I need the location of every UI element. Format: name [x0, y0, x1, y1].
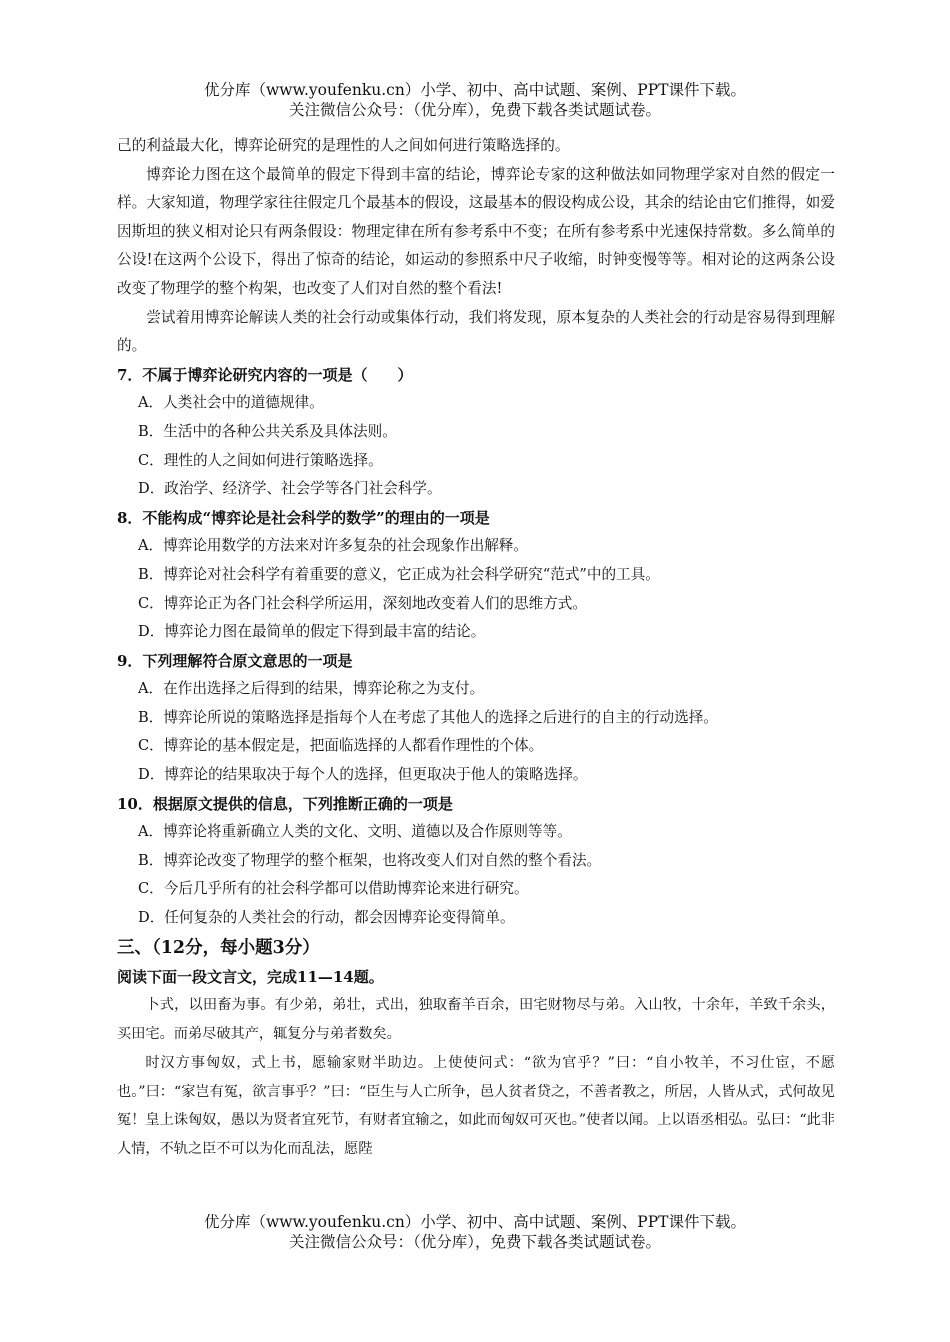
question-10: [117, 790, 835, 933]
option-b: B．博弈论所说的策略选择是指每个人在考虑了其他人的选择之后进行的自主的行动选择。: [138, 708, 718, 726]
option-c: C．理性的人之间如何进行策略选择。: [138, 451, 383, 469]
option-a: A．在作出选择之后得到的结果，博弈论称之为支付。: [138, 680, 485, 698]
section-3-instruction: 阅读下面一段文言文，完成11—14题。: [117, 967, 384, 986]
option-a: A．博弈论将重新确立人类的文化、文明、道德以及合作原则等等。: [138, 823, 572, 841]
footer-line-1: 优分库（www.youfenku.cn）小学、初中、高中试题、案例、PPT课件下载。: [203, 1213, 747, 1231]
question-7: [117, 361, 835, 504]
classical-passage: [117, 991, 835, 1164]
option-c: C．今后几乎所有的社会科学都可以借助博弈论来进行研究。: [138, 880, 529, 898]
question-stem: 9．下列理解符合原文意思的一项是: [117, 651, 353, 670]
option-c: C．博弈论正为各门社会科学所运用，深刻地改变着人们的思维方式。: [138, 594, 587, 612]
option-d: D．任何复杂的人类社会的行动，都会因博弈论变得简单。: [138, 909, 515, 927]
option-a: A．人类社会中的道德规律。: [138, 394, 324, 412]
question-stem: 7．不属于博弈论研究内容的一项是（ ）: [117, 365, 413, 384]
header-line-1: 优分库（www.youfenku.cn）小学、初中、高中试题、案例、PPT课件下载。: [203, 81, 747, 99]
option-b: B．博弈论对社会科学有着重要的意义，它正成为社会科学研究“范式”中的工具。: [138, 565, 660, 583]
question-stem: 8．不能构成“博弈论是社会科学的数学”的理由的一项是: [117, 508, 490, 527]
option-b: B．生活中的各种公共关系及具体法则。: [138, 422, 397, 440]
classical-paragraph-2: 时汉方事匈奴，式上书，愿输家财半助边。上使使问式：“欲为官乎？”曰：“自小牧羊，不习仕宦，不愿也。”曰：“家岂有冤，欲言事乎？”曰：“臣生与人亡所争，邑人贫者贷之，不善者教之，所居，人皆从式，式何故见冤！皇上诛匈奴，愚以为贤者宜死节，有财者宜输之，如此而匈奴可灭也。”使者以闻。上以语丞相弘。弘曰：“此非人情，不轨之臣不可以为化而乱法，愿陛: [117, 1054, 835, 1158]
option-d: D．博弈论力图在最简单的假定下得到最丰富的结论。: [138, 623, 486, 641]
option-d: D．政治学、经济学、社会学等各门社会科学。: [138, 480, 442, 498]
option-d: D．博弈论的结果取决于每个人的选择，但更取决于他人的策略选择。: [138, 766, 588, 784]
option-a: A．博弈论用数学的方法来对许多复杂的社会现象作出解释。: [138, 537, 528, 555]
option-b: B．博弈论改变了物理学的整个框架，也将改变人们对自然的整个看法。: [138, 851, 602, 869]
classical-paragraph-1: 卜式，以田畜为事。有少弟，弟壮，式出，独取畜羊百余，田宅财物尽与弟。入山牧，十余年，羊致千余头，买田宅。而弟尽破其产，辄复分与弟者数矣。: [117, 997, 835, 1043]
question-stem: 10．根据原文提供的信息，下列推断正确的一项是: [117, 794, 453, 813]
passage-paragraph-2: 尝试着用博弈论解读人类的社会行动或集体行动，我们将发现，原本复杂的人类社会的行动是容易得到理解的。: [117, 308, 835, 355]
section-3-title: 三、（12分，每小题3分）: [117, 937, 320, 958]
question-9: [117, 647, 835, 790]
footer-line-2: 关注微信公众号：（优分库），免费下载各类试题试卷。: [288, 1233, 661, 1251]
passage-paragraph-1: 博弈论力图在这个最简单的假定下得到丰富的结论，博弈论专家的这种做法如同物理学家对自然的假定一样。大家知道，物理学家往往假定几个最基本的假设，这最基本的假设构成公设，其余的结论由它们推得，如爱因斯坦的狭义相对论只有两条假设：物理定律在所有参考系中不变；在所有参考系中光速保持常数。多么简单的公设!在这两个公设下，得出了惊奇的结论，如运动的参照系中尺子收缩，时钟变慢等等。相对论的这两条公设改变了物理学的整个构架，也改变了人们对自然的整个看法!: [117, 165, 835, 297]
question-8: [117, 504, 835, 647]
page-content: [117, 132, 835, 1164]
option-c: C．博弈论的基本假定是，把面临选择的人都看作理性的个体。: [138, 737, 544, 755]
header-line-2: 关注微信公众号：（优分库），免费下载各类试题试卷。: [288, 101, 661, 119]
passage-paragraph-0: 己的利益最大化，博弈论研究的是理性的人之间如何进行策略选择的。: [117, 137, 570, 154]
